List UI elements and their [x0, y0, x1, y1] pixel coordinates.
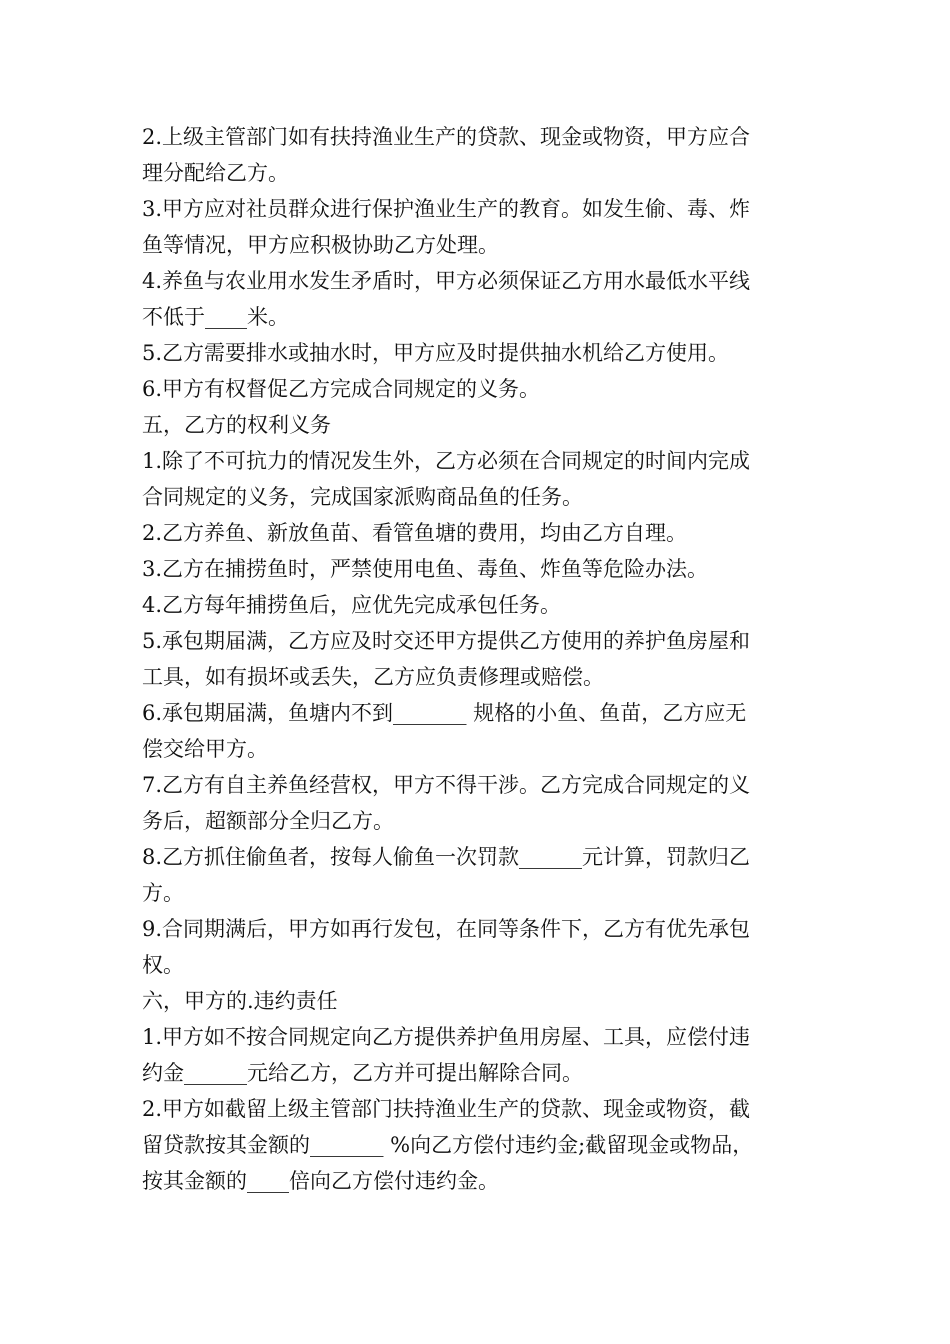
text-line: 3.乙方在捕捞鱼时，严禁使用电鱼、毒鱼、炸鱼等危险办法。 [142, 557, 709, 581]
text-line: 7.乙方有自主养鱼经营权，甲方不得干涉。乙方完成合同规定的义 [142, 773, 751, 797]
text-line: 偿交给甲方。 [142, 737, 268, 761]
text-line: 6.甲方有权督促乙方完成合同规定的义务。 [142, 377, 541, 401]
text-line: 2.上级主管部门如有扶持渔业生产的贷款、现金或物资，甲方应合 [142, 125, 751, 149]
text-line: 1.甲方如不按合同规定向乙方提供养护鱼用房屋、工具，应偿付违 [142, 1025, 751, 1049]
section-heading: 五，乙方的权利义务 [142, 413, 331, 437]
text-line: 方。 [142, 881, 184, 905]
text-line: 5.承包期届满，乙方应及时交还甲方提供乙方使用的养护鱼房屋和 [142, 629, 751, 653]
text-line: 6.承包期届满，鱼塘内不到_______ 规格的小鱼、鱼苗，乙方应无 [142, 701, 747, 725]
text-line: 理分配给乙方。 [142, 161, 289, 185]
text-line: 3.甲方应对社员群众进行保护渔业生产的教育。如发生偷、毒、炸 [142, 197, 751, 221]
text-line: 按其金额的____倍向乙方偿付违约金。 [142, 1169, 499, 1193]
text-line: 约金______元给乙方，乙方并可提出解除合同。 [142, 1061, 583, 1085]
text-line: 不低于____米。 [142, 305, 289, 329]
text-line: 1.除了不可抗力的情况发生外，乙方必须在合同规定的时间内完成 [142, 449, 751, 473]
text-line: 鱼等情况，甲方应积极协助乙方处理。 [142, 233, 499, 257]
text-line: 留贷款按其金额的_______ %向乙方偿付违约金;截留现金或物品， [142, 1133, 754, 1157]
text-line: 2.甲方如截留上级主管部门扶持渔业生产的贷款、现金或物资，截 [142, 1097, 751, 1121]
text-line: 4.乙方每年捕捞鱼后，应优先完成承包任务。 [142, 593, 562, 617]
text-line: 5.乙方需要排水或抽水时，甲方应及时提供抽水机给乙方使用。 [142, 341, 730, 365]
text-line: 合同规定的义务，完成国家派购商品鱼的任务。 [142, 485, 583, 509]
text-line: 工具，如有损坏或丢失，乙方应负责修理或赔偿。 [142, 665, 604, 689]
section-heading: 六，甲方的.违约责任 [142, 989, 338, 1013]
text-line: 9.合同期满后，甲方如再行发包，在同等条件下，乙方有优先承包 [142, 917, 751, 941]
text-line: 务后，超额部分全归乙方。 [142, 809, 394, 833]
text-line: 权。 [142, 953, 184, 977]
text-line: 8.乙方抓住偷鱼者，按每人偷鱼一次罚款______元计算，罚款归乙 [142, 845, 751, 869]
text-line: 2.乙方养鱼、新放鱼苗、看管鱼塘的费用，均由乙方自理。 [142, 521, 688, 545]
contract-text [142, 119, 810, 1199]
text-line: 4.养鱼与农业用水发生矛盾时，甲方必须保证乙方用水最低水平线 [142, 269, 751, 293]
